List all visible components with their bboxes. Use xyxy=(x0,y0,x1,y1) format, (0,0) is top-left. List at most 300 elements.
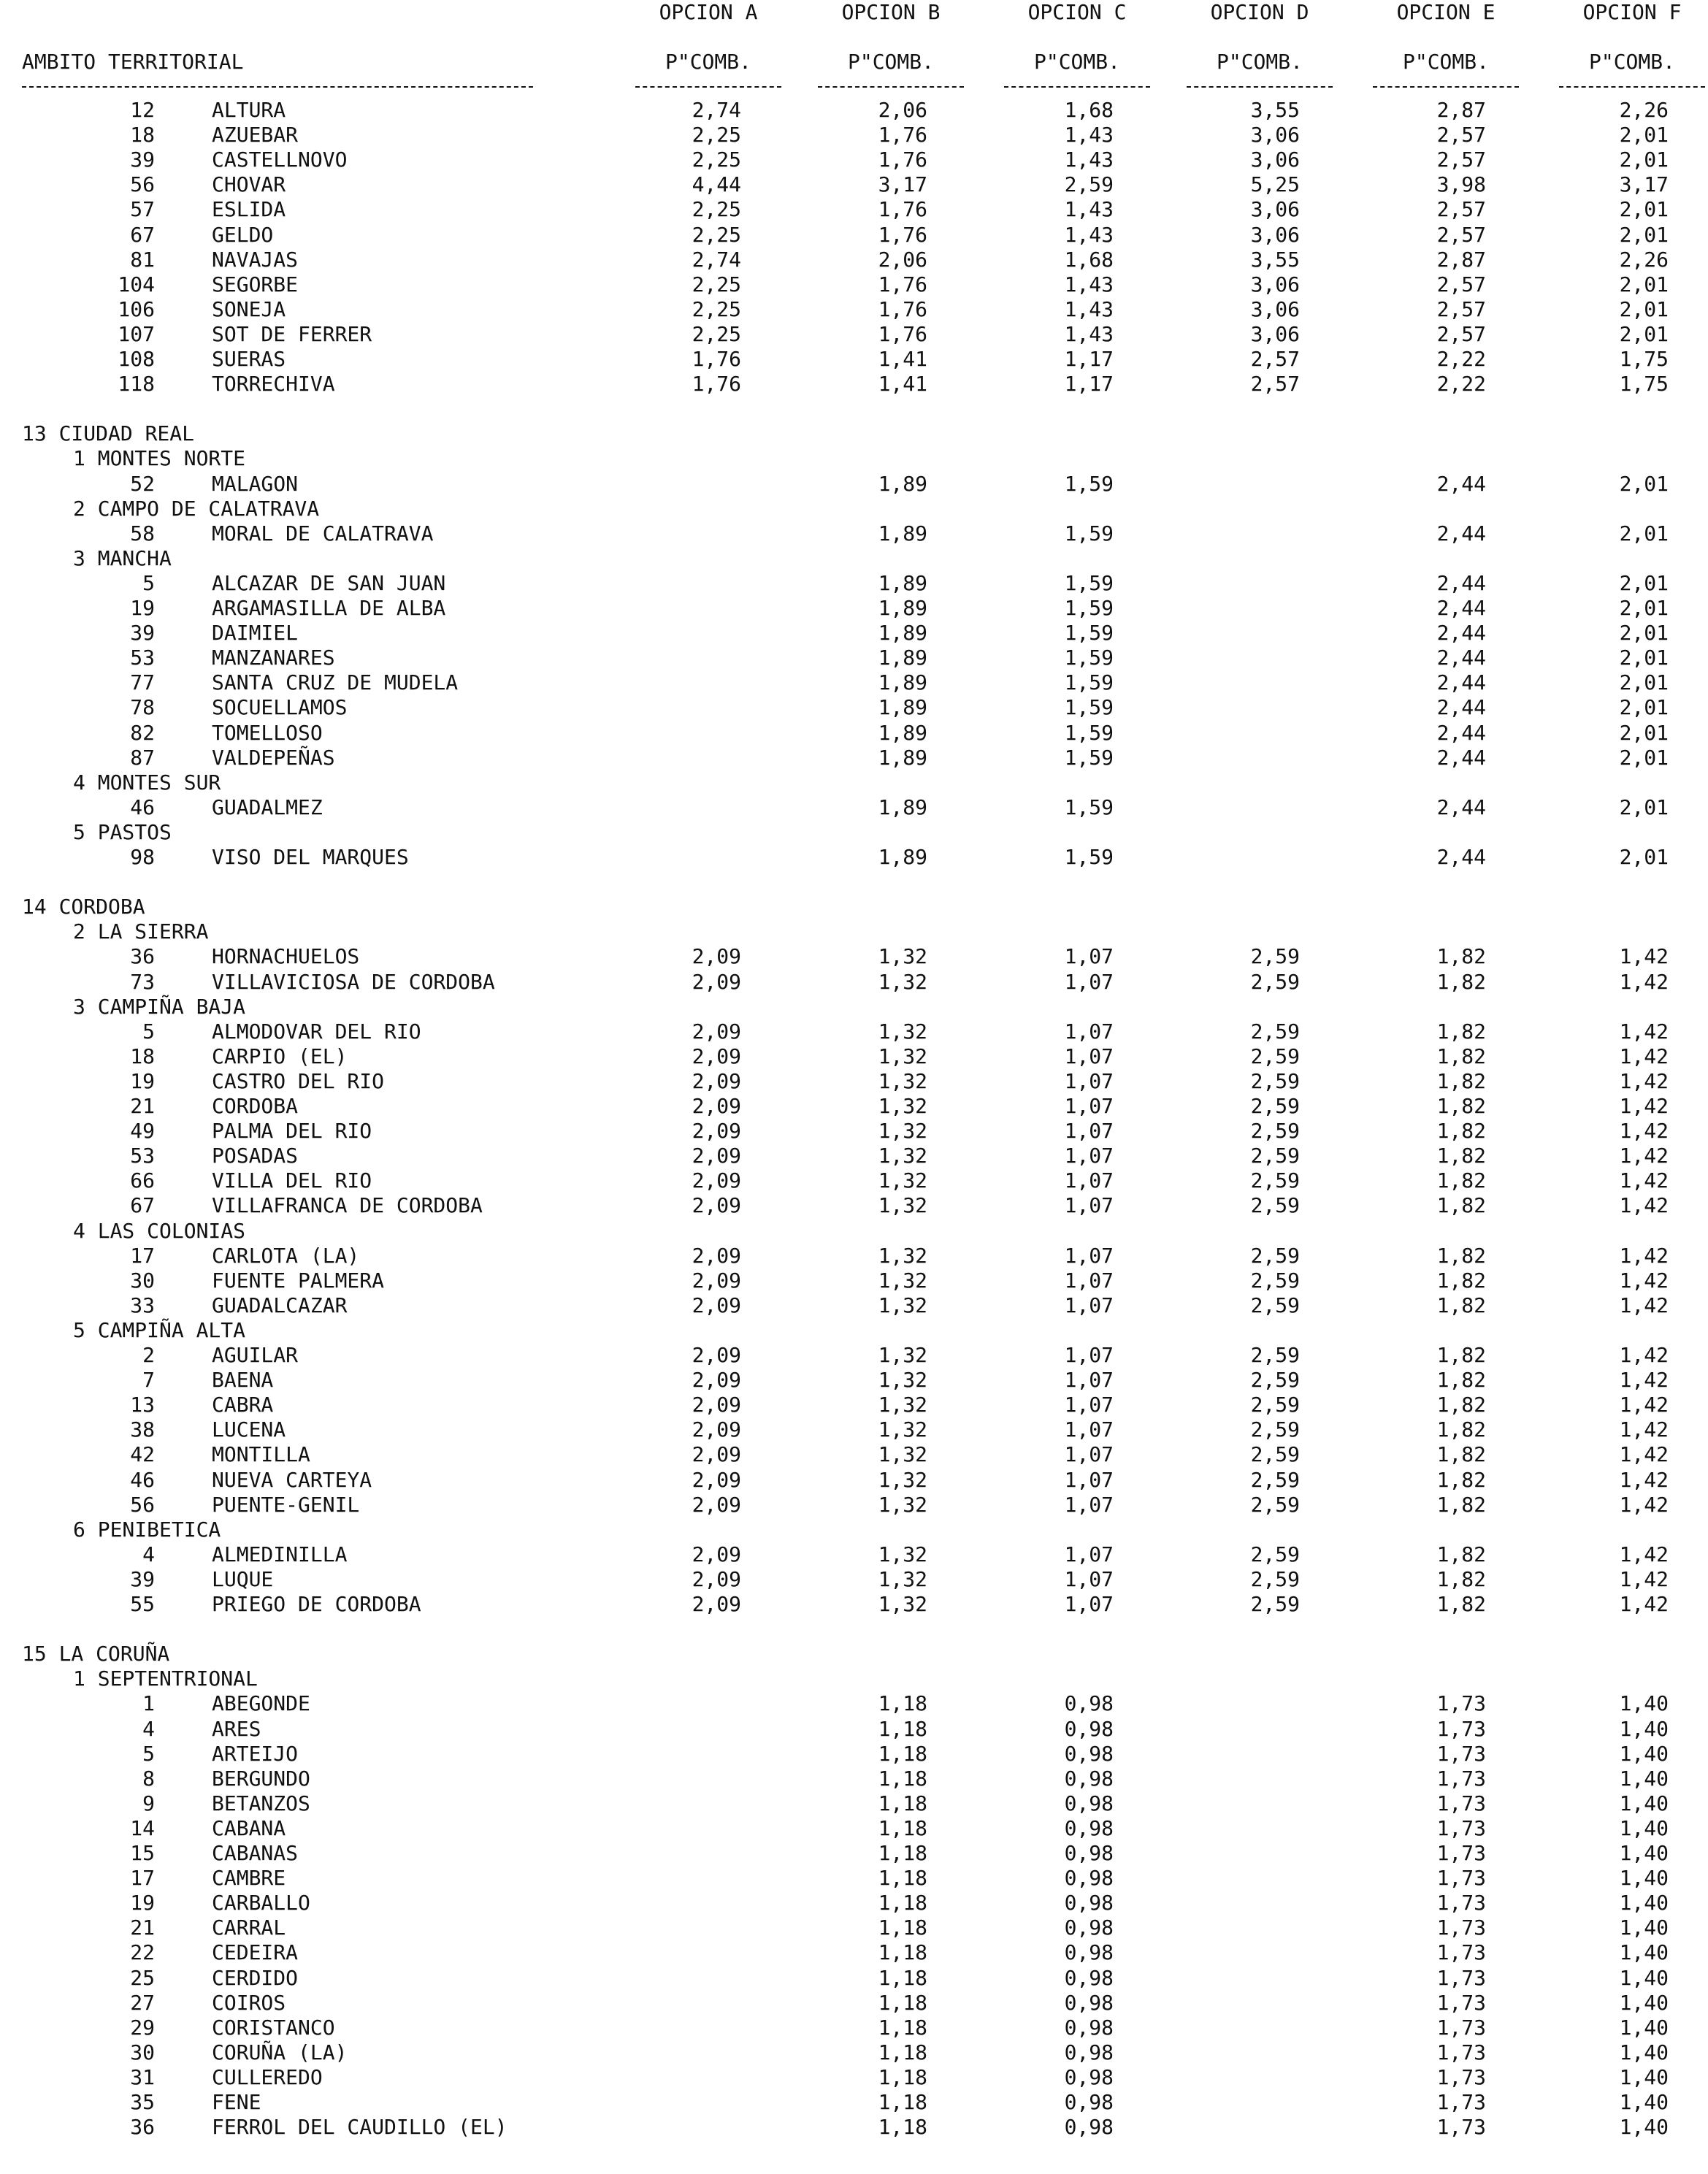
value-cell: 1,18 xyxy=(878,1915,927,1940)
value-cell: 2,59 xyxy=(1250,1119,1300,1144)
municipality-code: 19 xyxy=(130,596,155,620)
municipality-code: 55 xyxy=(130,1592,155,1616)
value-cell: 1,18 xyxy=(878,2090,927,2114)
municipality-code: 1 xyxy=(142,1691,155,1716)
value-cell: 1,42 xyxy=(1619,1566,1669,1591)
value-cell: 3,06 xyxy=(1250,296,1300,321)
municipality-name: PALMA DEL RIO xyxy=(212,1119,372,1144)
value-cell: 2,74 xyxy=(692,98,741,122)
value-cell: 1,82 xyxy=(1436,1044,1486,1068)
value-cell: 3,17 xyxy=(878,172,927,197)
comarca-heading xyxy=(0,770,1708,795)
municipality-code: 2 xyxy=(142,1343,155,1367)
value-cell: 2,59 xyxy=(1250,969,1300,994)
value-cell: 2,01 xyxy=(1619,745,1669,770)
value-cell: 3,55 xyxy=(1250,247,1300,272)
value-cell: 2,59 xyxy=(1250,1019,1300,1044)
value-cell: 1,59 xyxy=(1064,646,1114,670)
table-row xyxy=(0,2016,1708,2040)
value-cell: 1,59 xyxy=(1064,720,1114,745)
value-cell: 1,32 xyxy=(878,1467,927,1492)
column-subheading: P"COMB. xyxy=(1588,50,1675,74)
value-cell: 1,59 xyxy=(1064,795,1114,819)
municipality-name: CAMBRE xyxy=(212,1866,286,1891)
table-row xyxy=(0,1343,1708,1368)
value-cell: 1,18 xyxy=(878,1891,927,1915)
value-cell: 1,82 xyxy=(1436,1193,1486,1218)
municipality-name: CORUÑA (LA) xyxy=(212,2040,348,2064)
value-cell: 2,25 xyxy=(692,272,741,296)
table-row xyxy=(0,1891,1708,1915)
value-cell: 1,07 xyxy=(1064,1393,1114,1417)
value-cell: 2,01 xyxy=(1619,646,1669,670)
value-cell: 2,01 xyxy=(1619,521,1669,546)
municipality-name: VILLAVICIOSA DE CORDOBA xyxy=(212,969,495,994)
value-cell: 3,98 xyxy=(1436,172,1486,197)
column-heading: OPCION F xyxy=(1582,0,1682,24)
value-cell: 1,76 xyxy=(878,296,927,321)
value-cell: 1,40 xyxy=(1619,1866,1669,1891)
value-cell: 2,09 xyxy=(692,1193,741,1218)
value-cell: 2,22 xyxy=(1436,372,1486,397)
table-row xyxy=(0,670,1708,695)
value-cell: 2,01 xyxy=(1619,845,1669,869)
comarca-heading xyxy=(0,446,1708,471)
value-cell: 2,57 xyxy=(1436,296,1486,321)
value-cell: 1,42 xyxy=(1619,944,1669,969)
table-row xyxy=(0,1442,1708,1467)
table-row xyxy=(0,1193,1708,1218)
value-cell: 1,73 xyxy=(1436,1940,1486,1965)
table-row xyxy=(0,1767,1708,1791)
value-cell: 2,59 xyxy=(1250,1144,1300,1168)
value-cell: 2,01 xyxy=(1619,695,1669,720)
municipality-code: 35 xyxy=(130,2090,155,2114)
municipality-name: ALMEDINILLA xyxy=(212,1542,348,1566)
municipality-name: VILLA DEL RIO xyxy=(212,1168,372,1193)
value-cell: 2,01 xyxy=(1619,321,1669,346)
value-cell: 0,98 xyxy=(1064,1691,1114,1716)
value-cell: 2,57 xyxy=(1436,272,1486,296)
column-subheading: P"COMB. xyxy=(1033,50,1120,74)
value-cell: 1,32 xyxy=(878,944,927,969)
table-row xyxy=(0,1144,1708,1168)
value-cell: 0,98 xyxy=(1064,2040,1114,2064)
value-cell: 2,25 xyxy=(692,321,741,346)
value-cell: 1,73 xyxy=(1436,2015,1486,2040)
table-row xyxy=(0,272,1708,297)
value-cell: 2,01 xyxy=(1619,197,1669,222)
value-cell: 2,01 xyxy=(1619,720,1669,745)
value-cell: 1,89 xyxy=(878,745,927,770)
municipality-code: 39 xyxy=(130,621,155,646)
value-cell: 2,09 xyxy=(692,1566,741,1591)
value-cell: 2,44 xyxy=(1436,845,1486,869)
value-cell: 1,07 xyxy=(1064,969,1114,994)
value-cell: 2,59 xyxy=(1250,944,1300,969)
value-cell: 1,82 xyxy=(1436,1592,1486,1616)
value-cell: 0,98 xyxy=(1064,1866,1114,1891)
value-cell: 2,26 xyxy=(1619,98,1669,122)
value-cell: 1,43 xyxy=(1064,272,1114,296)
table-row xyxy=(0,1717,1708,1742)
value-cell: 1,18 xyxy=(878,1965,927,1990)
table-row xyxy=(0,1094,1708,1119)
table-row xyxy=(0,944,1708,969)
municipality-name: SOCUELLAMOS xyxy=(212,695,348,720)
value-cell: 2,59 xyxy=(1250,1044,1300,1068)
value-cell: 1,76 xyxy=(692,347,741,371)
municipality-name: GUADALCAZAR xyxy=(212,1293,348,1317)
municipality-code: 4 xyxy=(142,1716,155,1741)
value-cell: 1,82 xyxy=(1436,1542,1486,1566)
municipality-name: NAVAJAS xyxy=(212,247,299,272)
value-cell: 1,07 xyxy=(1064,1467,1114,1492)
table-row xyxy=(0,1816,1708,1841)
value-cell: 1,73 xyxy=(1436,1766,1486,1791)
value-cell: 1,82 xyxy=(1436,1068,1486,1093)
value-cell: 1,43 xyxy=(1064,222,1114,247)
province-label: 15 LA CORUÑA xyxy=(22,1642,170,1666)
municipality-name: ALTURA xyxy=(212,98,286,122)
value-cell: 2,09 xyxy=(692,1094,741,1118)
value-cell: 1,32 xyxy=(878,1293,927,1317)
value-cell: 1,18 xyxy=(878,1716,927,1741)
value-cell: 1,18 xyxy=(878,1766,927,1791)
municipality-name: CORDOBA xyxy=(212,1094,299,1118)
value-cell: 2,57 xyxy=(1436,123,1486,148)
value-cell: 2,59 xyxy=(1250,1094,1300,1118)
value-cell: 1,82 xyxy=(1436,1566,1486,1591)
value-cell: 2,09 xyxy=(692,1393,741,1417)
value-cell: 2,25 xyxy=(692,222,741,247)
value-cell: 1,32 xyxy=(878,969,927,994)
municipality-name: CARLOTA (LA) xyxy=(212,1243,360,1268)
value-cell: 2,59 xyxy=(1250,1343,1300,1367)
value-cell: 2,44 xyxy=(1436,646,1486,670)
value-cell: 1,42 xyxy=(1619,1592,1669,1616)
municipality-code: 33 xyxy=(130,1293,155,1317)
value-cell: 1,42 xyxy=(1619,1119,1669,1144)
value-cell: 1,18 xyxy=(878,1691,927,1716)
value-cell: 1,89 xyxy=(878,521,927,546)
value-cell: 2,09 xyxy=(692,1019,741,1044)
municipality-name: PUENTE-GENIL xyxy=(212,1492,360,1517)
municipality-code: 31 xyxy=(130,2064,155,2089)
value-cell: 2,01 xyxy=(1619,471,1669,496)
value-cell: 1,73 xyxy=(1436,1965,1486,1990)
value-cell: 1,82 xyxy=(1436,1243,1486,1268)
value-cell: 1,40 xyxy=(1619,2040,1669,2064)
value-cell: 0,98 xyxy=(1064,1940,1114,1965)
value-cell: 1,18 xyxy=(878,1791,927,1815)
municipality-name: CARPIO (EL) xyxy=(212,1044,348,1068)
municipality-code: 108 xyxy=(118,347,155,371)
table-row xyxy=(0,970,1708,995)
value-cell: 1,76 xyxy=(878,321,927,346)
value-cell: 2,57 xyxy=(1250,347,1300,371)
value-cell: 1,73 xyxy=(1436,1741,1486,1766)
value-cell: 2,44 xyxy=(1436,471,1486,496)
municipality-code: 118 xyxy=(118,372,155,397)
comarca-heading xyxy=(0,919,1708,944)
value-cell: 1,82 xyxy=(1436,1268,1486,1293)
table-row xyxy=(0,1468,1708,1493)
value-cell: 1,18 xyxy=(878,1741,927,1766)
value-cell: 1,40 xyxy=(1619,1791,1669,1815)
value-cell: 1,89 xyxy=(878,570,927,595)
value-cell: 1,18 xyxy=(878,1940,927,1965)
value-cell: 2,01 xyxy=(1619,621,1669,646)
value-cell: 1,82 xyxy=(1436,1343,1486,1367)
value-cell: 1,42 xyxy=(1619,969,1669,994)
municipality-name: ARTEIJO xyxy=(212,1741,299,1766)
municipality-code: 107 xyxy=(118,321,155,346)
municipality-name: COIROS xyxy=(212,1990,286,2015)
municipality-code: 36 xyxy=(130,2115,155,2140)
value-cell: 1,75 xyxy=(1619,372,1669,397)
municipality-code: 7 xyxy=(142,1368,155,1393)
municipality-code: 52 xyxy=(130,471,155,496)
value-cell: 1,07 xyxy=(1064,1243,1114,1268)
value-cell: 2,25 xyxy=(692,197,741,222)
municipality-code: 49 xyxy=(130,1119,155,1144)
municipality-code: 5 xyxy=(142,570,155,595)
value-cell: 2,59 xyxy=(1250,1467,1300,1492)
value-cell: 1,73 xyxy=(1436,1990,1486,2015)
municipality-code: 67 xyxy=(130,222,155,247)
table-row xyxy=(0,1244,1708,1268)
value-cell: 1,82 xyxy=(1436,1417,1486,1442)
municipality-name: CERDIDO xyxy=(212,1965,299,1990)
table-row xyxy=(0,472,1708,497)
value-cell: 1,42 xyxy=(1619,1442,1669,1467)
comarca-label: 2 CAMPO DE CALATRAVA xyxy=(73,496,320,521)
municipality-name: ESLIDA xyxy=(212,197,286,222)
municipality-code: 53 xyxy=(130,1144,155,1168)
value-cell: 2,59 xyxy=(1064,172,1114,197)
municipality-code: 30 xyxy=(130,2040,155,2064)
value-cell: 1,18 xyxy=(878,1866,927,1891)
table-row xyxy=(0,1168,1708,1193)
value-cell: 2,25 xyxy=(692,148,741,172)
comarca-label: 5 CAMPIÑA ALTA xyxy=(73,1317,246,1342)
table-row xyxy=(0,1493,1708,1517)
value-cell: 1,40 xyxy=(1619,1691,1669,1716)
municipality-name: GELDO xyxy=(212,222,274,247)
value-cell: 1,73 xyxy=(1436,2115,1486,2140)
value-cell: 1,82 xyxy=(1436,1019,1486,1044)
value-cell: 1,42 xyxy=(1619,1044,1669,1068)
value-cell: 2,09 xyxy=(692,1144,741,1168)
municipality-code: 18 xyxy=(130,123,155,148)
municipality-name: GUADALMEZ xyxy=(212,795,323,819)
province-heading xyxy=(0,1642,1708,1666)
table-row xyxy=(0,2090,1708,2115)
value-cell: 2,59 xyxy=(1250,1566,1300,1591)
value-cell: 2,44 xyxy=(1436,795,1486,819)
column-heading: OPCION D xyxy=(1210,0,1309,24)
municipality-name: VILLAFRANCA DE CORDOBA xyxy=(212,1193,483,1218)
value-cell: 2,59 xyxy=(1250,1442,1300,1467)
table-row xyxy=(0,1019,1708,1044)
value-cell: 1,17 xyxy=(1064,372,1114,397)
value-cell: 1,89 xyxy=(878,720,927,745)
municipality-name: ALCAZAR DE SAN JUAN xyxy=(212,570,446,595)
municipality-code: 87 xyxy=(130,745,155,770)
municipality-name: PRIEGO DE CORDOBA xyxy=(212,1592,421,1616)
table-row xyxy=(0,2040,1708,2065)
value-cell: 2,01 xyxy=(1619,795,1669,819)
value-cell: 1,32 xyxy=(878,1168,927,1193)
value-cell: 1,89 xyxy=(878,670,927,695)
municipality-name: ARES xyxy=(212,1716,261,1741)
table-row xyxy=(0,795,1708,820)
value-cell: 0,98 xyxy=(1064,2090,1114,2114)
comarca-label: 1 MONTES NORTE xyxy=(73,446,246,471)
municipality-name: TOMELLOSO xyxy=(212,720,323,745)
value-cell: 1,40 xyxy=(1619,2115,1669,2140)
municipality-name: CABRA xyxy=(212,1393,274,1417)
municipality-code: 56 xyxy=(130,172,155,197)
value-cell: 1,40 xyxy=(1619,1891,1669,1915)
table-row xyxy=(0,98,1708,123)
value-cell: 2,09 xyxy=(692,1293,741,1317)
municipality-name: CABANAS xyxy=(212,1841,299,1865)
value-cell: 1,07 xyxy=(1064,1566,1114,1591)
table-row xyxy=(0,1542,1708,1567)
value-cell: 3,06 xyxy=(1250,272,1300,296)
value-cell: 2,01 xyxy=(1619,670,1669,695)
value-cell: 4,44 xyxy=(692,172,741,197)
municipality-name: CULLEREDO xyxy=(212,2064,323,2089)
value-cell: 1,40 xyxy=(1619,1841,1669,1865)
comarca-heading xyxy=(0,1517,1708,1542)
comarca-label: 5 PASTOS xyxy=(73,819,172,844)
municipality-code: 27 xyxy=(130,1990,155,2015)
table-row xyxy=(0,646,1708,670)
territorial-underline xyxy=(22,86,533,88)
value-cell: 5,25 xyxy=(1250,172,1300,197)
municipality-name: FUENTE PALMERA xyxy=(212,1268,385,1293)
municipality-code: 78 xyxy=(130,695,155,720)
value-cell: 3,17 xyxy=(1619,172,1669,197)
value-cell: 1,07 xyxy=(1064,1442,1114,1467)
value-cell: 1,07 xyxy=(1064,1193,1114,1218)
table-row xyxy=(0,1991,1708,2016)
table-row xyxy=(0,621,1708,646)
value-cell: 0,98 xyxy=(1064,2115,1114,2140)
value-cell: 1,07 xyxy=(1064,1119,1114,1144)
municipality-code: 21 xyxy=(130,1094,155,1118)
value-cell: 1,40 xyxy=(1619,1741,1669,1766)
value-cell: 1,42 xyxy=(1619,1417,1669,1442)
column-heading: OPCION E xyxy=(1396,0,1496,24)
municipality-name: SEGORBE xyxy=(212,272,299,296)
value-cell: 1,82 xyxy=(1436,1168,1486,1193)
value-cell: 1,76 xyxy=(878,222,927,247)
value-cell: 1,73 xyxy=(1436,2040,1486,2064)
value-cell: 2,44 xyxy=(1436,670,1486,695)
value-cell: 2,09 xyxy=(692,1168,741,1193)
value-cell: 1,32 xyxy=(878,1417,927,1442)
value-cell: 1,32 xyxy=(878,1442,927,1467)
value-cell: 1,59 xyxy=(1064,596,1114,620)
municipality-code: 39 xyxy=(130,1566,155,1591)
value-cell: 2,06 xyxy=(878,247,927,272)
municipality-name: CEDEIRA xyxy=(212,1940,299,1965)
value-cell: 2,44 xyxy=(1436,695,1486,720)
column-subheading: P"COMB. xyxy=(847,50,934,74)
value-cell: 1,59 xyxy=(1064,471,1114,496)
value-cell: 3,55 xyxy=(1250,98,1300,122)
municipality-name: BERGUNDO xyxy=(212,1766,310,1791)
value-cell: 0,98 xyxy=(1064,1990,1114,2015)
value-cell: 2,59 xyxy=(1250,1393,1300,1417)
value-cell: 1,07 xyxy=(1064,1343,1114,1367)
value-cell: 2,59 xyxy=(1250,1368,1300,1393)
value-cell: 1,40 xyxy=(1619,1766,1669,1791)
value-cell: 2,44 xyxy=(1436,745,1486,770)
municipality-name: MORAL DE CALATRAVA xyxy=(212,521,434,546)
value-cell: 1,59 xyxy=(1064,621,1114,646)
value-cell: 1,40 xyxy=(1619,1915,1669,1940)
municipality-code: 104 xyxy=(118,272,155,296)
value-cell: 1,07 xyxy=(1064,1592,1114,1616)
municipality-code: 12 xyxy=(130,98,155,122)
municipality-code: 98 xyxy=(130,845,155,869)
value-cell: 1,42 xyxy=(1619,1144,1669,1168)
value-cell: 1,32 xyxy=(878,1144,927,1168)
municipality-name: BETANZOS xyxy=(212,1791,310,1815)
municipality-name: SONEJA xyxy=(212,296,286,321)
value-cell: 1,32 xyxy=(878,1393,927,1417)
table-row xyxy=(0,571,1708,596)
value-cell: 1,18 xyxy=(878,1841,927,1865)
comarca-label: 4 MONTES SUR xyxy=(73,770,221,795)
table-row xyxy=(0,746,1708,770)
value-cell: 1,89 xyxy=(878,596,927,620)
value-cell: 1,42 xyxy=(1619,1542,1669,1566)
value-cell: 1,32 xyxy=(878,1044,927,1068)
municipality-name: NUEVA CARTEYA xyxy=(212,1467,372,1492)
value-cell: 1,42 xyxy=(1619,1094,1669,1118)
value-cell: 1,07 xyxy=(1064,1293,1114,1317)
value-cell: 1,32 xyxy=(878,1592,927,1616)
value-cell: 2,25 xyxy=(692,123,741,148)
comarca-label: 3 MANCHA xyxy=(73,546,172,570)
municipality-code: 57 xyxy=(130,197,155,222)
value-cell: 3,06 xyxy=(1250,197,1300,222)
value-cell: 2,09 xyxy=(692,1243,741,1268)
value-cell: 2,44 xyxy=(1436,570,1486,595)
municipality-name: CARRAL xyxy=(212,1915,286,1940)
value-cell: 1,43 xyxy=(1064,321,1114,346)
value-cell: 0,98 xyxy=(1064,1841,1114,1865)
table-row xyxy=(0,223,1708,248)
table-row xyxy=(0,1841,1708,1866)
value-cell: 1,07 xyxy=(1064,1492,1114,1517)
value-cell: 0,98 xyxy=(1064,2064,1114,2089)
value-cell: 2,09 xyxy=(692,1268,741,1293)
value-cell: 1,32 xyxy=(878,1119,927,1144)
value-cell: 1,18 xyxy=(878,1990,927,2015)
municipality-name: CORISTANCO xyxy=(212,2015,335,2040)
value-cell: 2,57 xyxy=(1436,321,1486,346)
table-row xyxy=(0,845,1708,870)
value-cell: 1,07 xyxy=(1064,1368,1114,1393)
value-cell: 1,82 xyxy=(1436,1094,1486,1118)
